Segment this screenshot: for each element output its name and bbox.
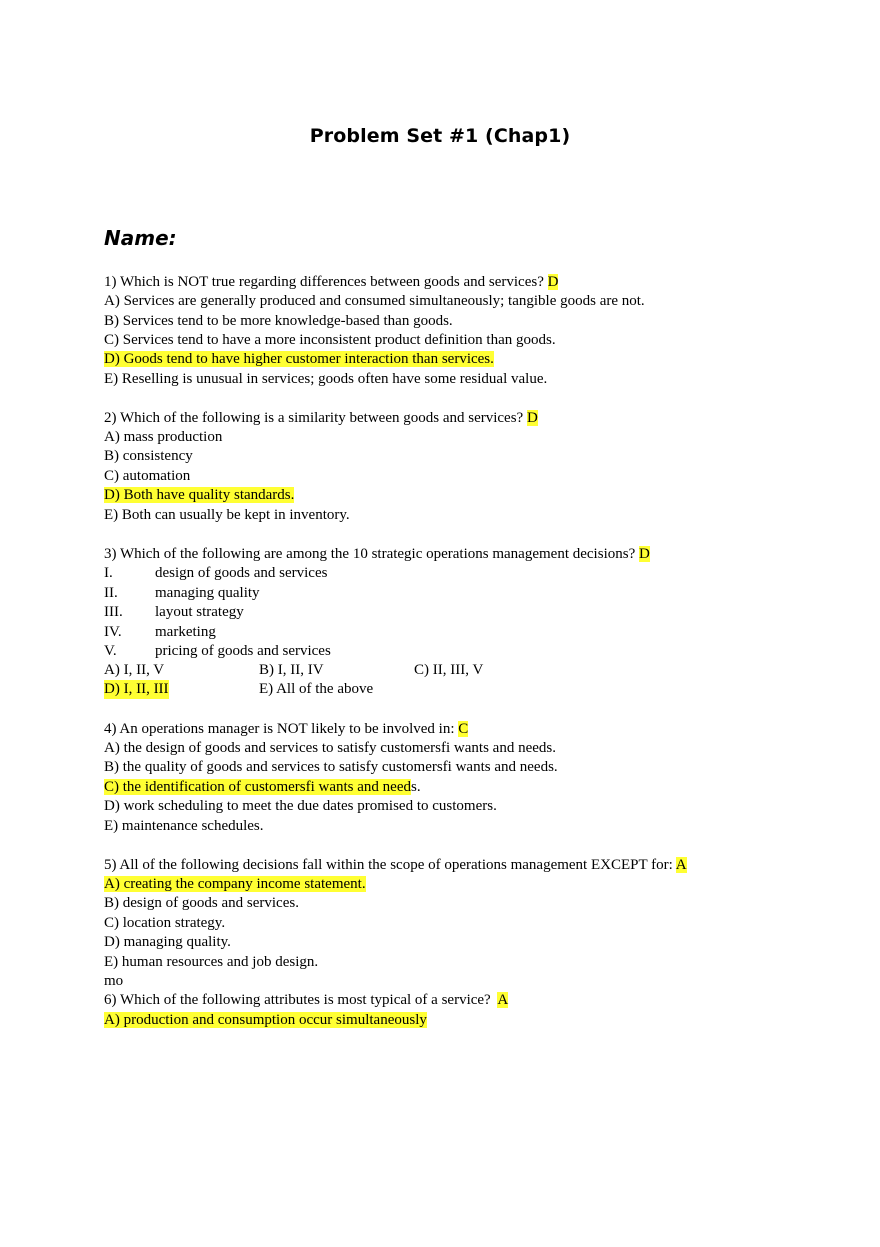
q3-answer-key: D — [638, 546, 650, 562]
q3-item-num: IV. — [104, 624, 122, 640]
q2-answer-key: D — [526, 410, 538, 426]
q3-item — [104, 564, 327, 583]
q5-question — [104, 856, 687, 875]
q1-option-d — [104, 350, 494, 369]
q2-option-d-highlight: D) Both have quality standards. — [104, 487, 295, 503]
q3-option-b: B) I, II, IV — [259, 662, 324, 678]
q1-option-b: B) Services tend to be more knowledge-based than goods. — [104, 313, 453, 329]
q5-option-e: E) human resources and job design. — [104, 954, 319, 970]
q3-item — [104, 603, 244, 622]
q3-item-num: II. — [104, 585, 118, 601]
q2-option-d — [104, 486, 294, 505]
q1-option-c: C) Services tend to have a more inconsistent product definition than goods. — [104, 332, 556, 348]
q3-item — [104, 584, 260, 603]
q5-answer-key: A — [675, 857, 687, 873]
q3-item-text: pricing of goods and services — [155, 643, 331, 659]
q3-item-num: V. — [104, 643, 117, 659]
q3-option-e: E) All of the above — [259, 681, 374, 697]
q2-option-a: A) mass production — [104, 429, 223, 445]
q3-option-d: D) I, II, III — [104, 681, 169, 697]
q5-option-c: C) location strategy. — [104, 915, 226, 931]
q6-option-a-highlight: A) production and consumption occur simultaneously — [104, 1012, 427, 1028]
q3-item-num: III. — [104, 604, 123, 620]
q3-item — [104, 623, 216, 642]
page-title: Problem Set #1 (Chap1) — [309, 125, 571, 147]
q4-question-text: 4) An operations manager is NOT likely to be involved in: — [104, 721, 455, 737]
stray-text: mo — [104, 973, 124, 989]
q1-option-e: E) Reselling is unusual in services; goods often have some residual value. — [104, 371, 548, 387]
q2-question-text: 2) Which of the following is a similarity between goods and services? — [104, 410, 524, 426]
q3-question — [104, 545, 650, 564]
q4-option-a: A) the design of goods and services to satisfy customersfi wants and needs. — [104, 740, 556, 756]
q5-question-text: 5) All of the following decisions fall within the scope of operations management EXCEPT for: — [104, 857, 673, 873]
q3-item — [104, 642, 331, 661]
q6-answer-key: A — [497, 992, 509, 1008]
q4-option-e: E) maintenance schedules. — [104, 818, 264, 834]
q6-question — [104, 991, 508, 1010]
q4-answer-key: C — [458, 721, 469, 737]
name-label: Name: — [104, 226, 177, 250]
q6-question-text: 6) Which of the following attributes is most typical of a service? — [104, 992, 491, 1008]
q5-option-a — [104, 875, 366, 894]
q3-item-num: I. — [104, 565, 113, 581]
q5-option-d: D) managing quality. — [104, 934, 231, 950]
q3-question-text: 3) Which of the following are among the 10 strategic operations management decisions? — [104, 546, 636, 562]
q1-question-text: 1) Which is NOT true regarding differences between goods and services? — [104, 274, 544, 290]
q3-item-text: marketing — [155, 624, 216, 640]
q3-option-a: A) I, II, V — [104, 662, 165, 678]
q5-option-b: B) design of goods and services. — [104, 895, 299, 911]
q3-item-text: managing quality — [155, 585, 260, 601]
q4-option-d: D) work scheduling to meet the due dates promised to customers. — [104, 798, 497, 814]
q4-question — [104, 720, 468, 739]
q2-question — [104, 409, 538, 428]
q3-option-c: C) II, III, V — [414, 662, 484, 678]
q1-option-a: A) Services are generally produced and consumed simultaneously; tangible goods are not. — [104, 293, 645, 309]
q4-option-c — [104, 778, 421, 797]
q4-option-c-rest: s. — [411, 779, 421, 795]
q1-question — [104, 273, 558, 292]
q1-answer-key: D — [547, 274, 559, 290]
q4-option-c-highlight: C) the identification of customersfi wants and need — [104, 779, 411, 795]
q2-option-b: B) consistency — [104, 448, 193, 464]
q1-option-d-highlight: D) Goods tend to have higher customer interaction than services. — [104, 351, 494, 367]
q3-item-text: design of goods and services — [155, 565, 328, 581]
q5-option-a-highlight: A) creating the company income statement. — [104, 876, 366, 892]
q3-item-text: layout strategy — [155, 604, 244, 620]
q4-option-b: B) the quality of goods and services to satisfy customersfi wants and needs. — [104, 759, 558, 775]
q2-option-c: C) automation — [104, 468, 191, 484]
q6-option-a — [104, 1011, 427, 1030]
q2-option-e: E) Both can usually be kept in inventory. — [104, 507, 350, 523]
